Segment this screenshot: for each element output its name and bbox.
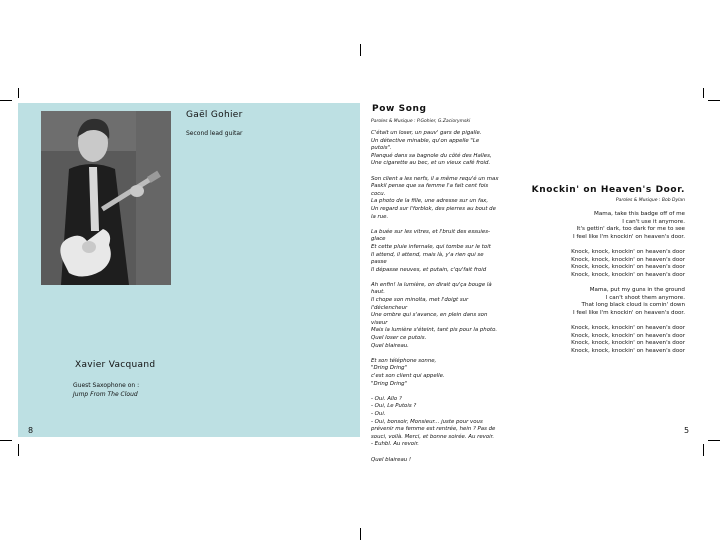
crop-mark (708, 100, 720, 101)
song1-stanza (371, 358, 521, 388)
left-page-number: 8 (28, 426, 34, 435)
song1-line: Un regard sur l'forblok, des pierres au bout de (371, 205, 496, 212)
song1-line: haut. (371, 289, 385, 296)
song1-stanza (371, 229, 521, 275)
song1-line: cocu. (371, 190, 386, 197)
song1-lyrics (371, 130, 521, 472)
song1-line: putois". (371, 145, 392, 152)
song2-line: Knock, knock, knockin' on heaven's door (571, 332, 685, 339)
song1-line: passe (371, 259, 387, 266)
song1-line: Quel loser ce putois. (371, 335, 427, 342)
song1-line: prévenir ma femme est rentrée, hein ? Pas de (371, 426, 496, 433)
crop-mark (360, 528, 361, 540)
song2-line: Mama, take this badge off of me (594, 211, 685, 217)
song1-line: glace (371, 236, 386, 243)
person1-name: Gaël Gohier (186, 110, 243, 120)
crop-mark (708, 440, 720, 441)
crop-mark (18, 88, 19, 98)
person2-role: Guest Saxophone on : (73, 382, 140, 389)
song2-credits: Paroles & Musique : Bob Dylan (615, 198, 685, 203)
song2-line: Knock, knock, knockin' on heaven's door (571, 347, 685, 354)
song1-line: - Euhbl. Au revoir. (371, 441, 420, 448)
song1-line: Ah enfin! la lumière, on dirait qu'ça bouge là (371, 281, 492, 288)
song1-line: - Oui. Allo ? (371, 395, 402, 402)
person2-name: Xavier Vacquand (75, 360, 156, 370)
song1-line: Planqué dans sa bagnole du côté des Halles, (371, 152, 492, 159)
song2-line: Knock, knock, knockin' on heaven's door (571, 340, 685, 347)
song1-line: Un détective minable, qu'on appelle "Le (371, 137, 480, 144)
song2-line: Knock, knock, knockin' on heaven's door (571, 248, 685, 255)
song1-line: Quel blaireau ! (371, 456, 412, 463)
song1-line: - Oui, Le Putois ? (371, 403, 417, 410)
song2-stanza (515, 249, 685, 279)
song2-line: Mama, put my guns in the ground (589, 286, 685, 293)
song2-stanza (515, 287, 685, 317)
song1-line: Il dépasse neuves, et putain, c'qu'fait froid (371, 266, 487, 273)
guitarist-photo (41, 111, 171, 285)
song2-stanza (515, 211, 685, 241)
song1-line: Et cette pluie infernale, qui tombe sur le toit (371, 243, 491, 250)
song1-line: Il attend, il attend, mais là, y'a rien qui se (371, 251, 484, 258)
crop-mark (360, 44, 361, 56)
song1-line: la rue. (371, 213, 389, 220)
song2-line: Knock, knock, knockin' on heaven's door (571, 324, 685, 331)
song1-line: Paskil pense que sa femme l'a fait cent fois (371, 183, 489, 190)
person2-song: Jump From The Cloud (73, 391, 138, 398)
song1-stanza (371, 396, 521, 449)
song1-line: C'était un loser, un pauv' gars de pigalle. (371, 130, 482, 136)
song1-line: viseur (371, 319, 388, 326)
song2-stanza (515, 325, 685, 355)
song1-stanza (371, 457, 521, 465)
crop-mark (703, 88, 704, 98)
song1-line: Une cigarette au bec, et un vieux café froid. (371, 160, 491, 167)
song1-line: c'est son client qui appelle. (371, 373, 445, 379)
song2-line: I can't use it anymore. (622, 218, 685, 225)
song1-line: - Oui. (371, 410, 386, 417)
song1-line: "Dring Dring" (371, 380, 408, 387)
song1-stanza (371, 176, 521, 222)
song1-line: l'déclencheur (371, 304, 408, 311)
song1-line: "Dring Dring" (371, 365, 408, 372)
song1-line: Une ombre qui s'avance, en plein dans son (371, 312, 488, 319)
crop-mark (18, 444, 19, 456)
song2-line: I can't shoot them anymore. (605, 294, 685, 301)
song1-line: La buée sur les vitres, et l'bruit des essuies- (371, 228, 490, 235)
song1-line: Et son téléphone sonne, (371, 357, 437, 364)
song1-line: Mais la lumière s'éteint, tant pis pour la photo. (371, 327, 498, 334)
song1-line: La photo de la fille, une adresse sur un fax, (371, 198, 489, 205)
song1-stanza (371, 282, 521, 350)
song1-credits: Paroles & Musique : P.Gohier, G.Zaciorymski (371, 119, 471, 124)
song2-line: Knock, knock, knockin' on heaven's door (571, 264, 685, 271)
song1-line: souci, voilà. Merci, et bonne soirée. Au revoir. (371, 433, 495, 440)
song1-stanza (371, 130, 521, 168)
song2-lyrics (515, 211, 685, 363)
song2-line: That long black cloud is comin' down (581, 302, 685, 309)
crop-mark (0, 440, 12, 441)
song1-title: Pow Song (372, 104, 427, 114)
crop-mark (703, 444, 704, 456)
person1-role: Second lead guitar (186, 130, 243, 137)
right-page-number: 5 (684, 426, 690, 435)
song2-line: I feel like I'm knockin' on heaven's door. (573, 309, 685, 316)
song1-line: Quel blaireau. (371, 342, 409, 349)
song1-line: - Oui, bonsoir, Monsieur... juste pour vous (371, 418, 483, 425)
song2-line: Knock, knock, knockin' on heaven's door (571, 256, 685, 263)
song2-line: I feel like I'm knockin' on heaven's door. (573, 233, 685, 240)
song2-line: It's gettin' dark, too dark for me to see (576, 226, 685, 233)
song2-title: Knockin' on Heaven's Door. (531, 185, 685, 195)
song1-line: Il chope son minolta, met l'doigt sur (371, 297, 469, 304)
song1-line: Son client a les nerfs, il a même requ'é un max (371, 175, 499, 182)
crop-mark (0, 100, 12, 101)
song2-line: Knock, knock, knockin' on heaven's door (571, 271, 685, 278)
